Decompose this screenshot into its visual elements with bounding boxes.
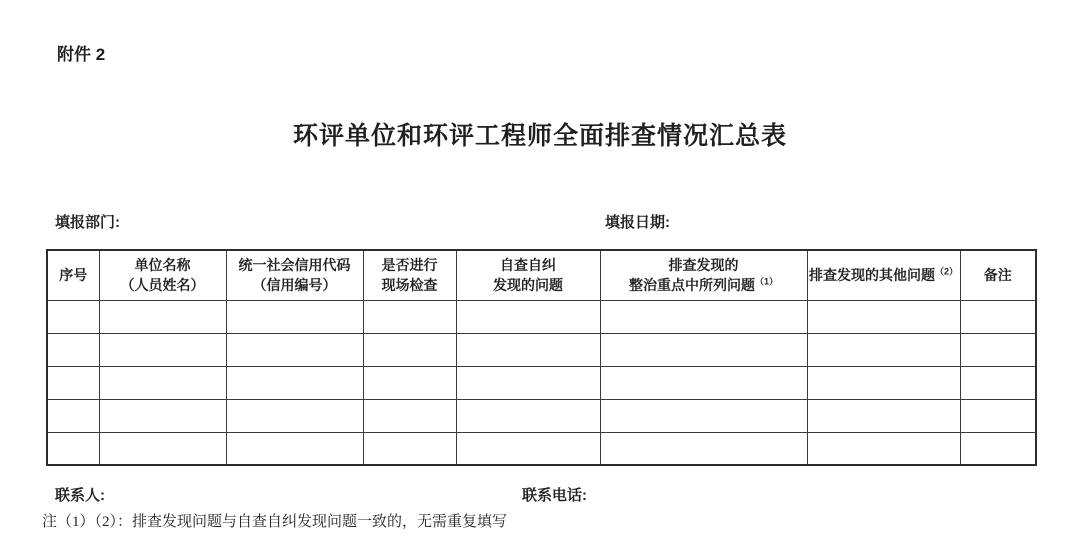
empty-cell	[807, 399, 960, 432]
header-label-line: （人员姓名）	[120, 277, 205, 294]
table-row	[47, 399, 1036, 432]
empty-cell	[226, 399, 363, 432]
header-label-line: 统一社会信用代码	[238, 256, 351, 273]
empty-cell	[456, 432, 600, 465]
header-cell-remarks	[960, 250, 1036, 300]
empty-cell	[47, 432, 99, 465]
empty-cell	[99, 333, 226, 366]
header-label-line: 现场检查	[381, 277, 438, 294]
empty-cell	[807, 366, 960, 399]
contact-person-label: 联系人:	[55, 487, 105, 504]
empty-cell	[600, 432, 807, 465]
empty-cell	[960, 399, 1036, 432]
report-date-label: 填报日期:	[605, 214, 670, 231]
empty-cell	[960, 333, 1036, 366]
empty-cell	[456, 333, 600, 366]
empty-cell	[47, 333, 99, 366]
empty-cell	[226, 432, 363, 465]
header-cell-unit-name	[99, 250, 226, 300]
header-label-line: 排查发现的其他问题$^{(2)}$	[808, 266, 958, 284]
empty-cell	[363, 432, 456, 465]
empty-cell	[960, 432, 1036, 465]
page-title: 环评单位和环评工程师全面排查情况汇总表	[292, 123, 787, 150]
header-label: 序号	[59, 267, 88, 284]
empty-cell	[363, 366, 456, 399]
header-cell-site-inspection	[363, 250, 456, 300]
empty-cell	[807, 333, 960, 366]
empty-cell	[226, 366, 363, 399]
empty-cell	[363, 333, 456, 366]
header-label-line: （信用编号）	[252, 277, 337, 294]
report-department-label: 填报部门:	[55, 214, 120, 231]
empty-cell	[226, 300, 363, 333]
header-cell-key-problems	[600, 250, 807, 300]
empty-cell	[47, 300, 99, 333]
empty-cell	[456, 399, 600, 432]
empty-cell	[456, 300, 600, 333]
empty-cell	[807, 432, 960, 465]
empty-cell	[226, 333, 363, 366]
header-label-line: 自查自纠	[500, 256, 556, 273]
empty-cell	[600, 366, 807, 399]
empty-cell	[600, 399, 807, 432]
attachment-label: 附件 2	[57, 45, 106, 64]
header-cell-other-problems	[807, 250, 960, 300]
empty-cell	[960, 300, 1036, 333]
header-label-line: 发现的问题	[493, 277, 563, 294]
empty-cell	[600, 300, 807, 333]
empty-cell	[456, 366, 600, 399]
empty-cell	[99, 300, 226, 333]
empty-cell	[99, 366, 226, 399]
header-cell-credit-code	[226, 250, 363, 300]
table-body	[47, 300, 1036, 465]
empty-cell	[47, 399, 99, 432]
header-label-line: 整治重点中所列问题$^{(1)}$	[628, 276, 778, 294]
footnote: 注（1）（2）：排查发现问题与自查自纠发现问题一致的，无需重复填写	[42, 514, 508, 530]
empty-cell	[363, 399, 456, 432]
empty-cell	[363, 300, 456, 333]
footnote-marker-2: （2）	[934, 266, 958, 277]
header-label-line: 是否进行	[381, 256, 438, 273]
empty-cell	[47, 366, 99, 399]
table-row	[47, 432, 1036, 465]
header-cell-index	[47, 250, 99, 300]
footnote-marker-1: （1）	[754, 276, 778, 287]
empty-cell	[600, 333, 807, 366]
header-label-line: 单位名称	[134, 256, 191, 273]
table-row	[47, 366, 1036, 399]
table-header-row	[47, 250, 1036, 300]
empty-cell	[99, 399, 226, 432]
header-label: 备注	[983, 267, 1012, 284]
table-row	[47, 333, 1036, 366]
header-cell-self-check-problems	[456, 250, 600, 300]
empty-cell	[99, 432, 226, 465]
table-row	[47, 300, 1036, 333]
header-label-line: 排查发现的	[668, 256, 739, 273]
summary-table	[46, 249, 1037, 466]
empty-cell	[807, 300, 960, 333]
empty-cell	[960, 366, 1036, 399]
contact-phone-label: 联系电话:	[522, 487, 587, 504]
